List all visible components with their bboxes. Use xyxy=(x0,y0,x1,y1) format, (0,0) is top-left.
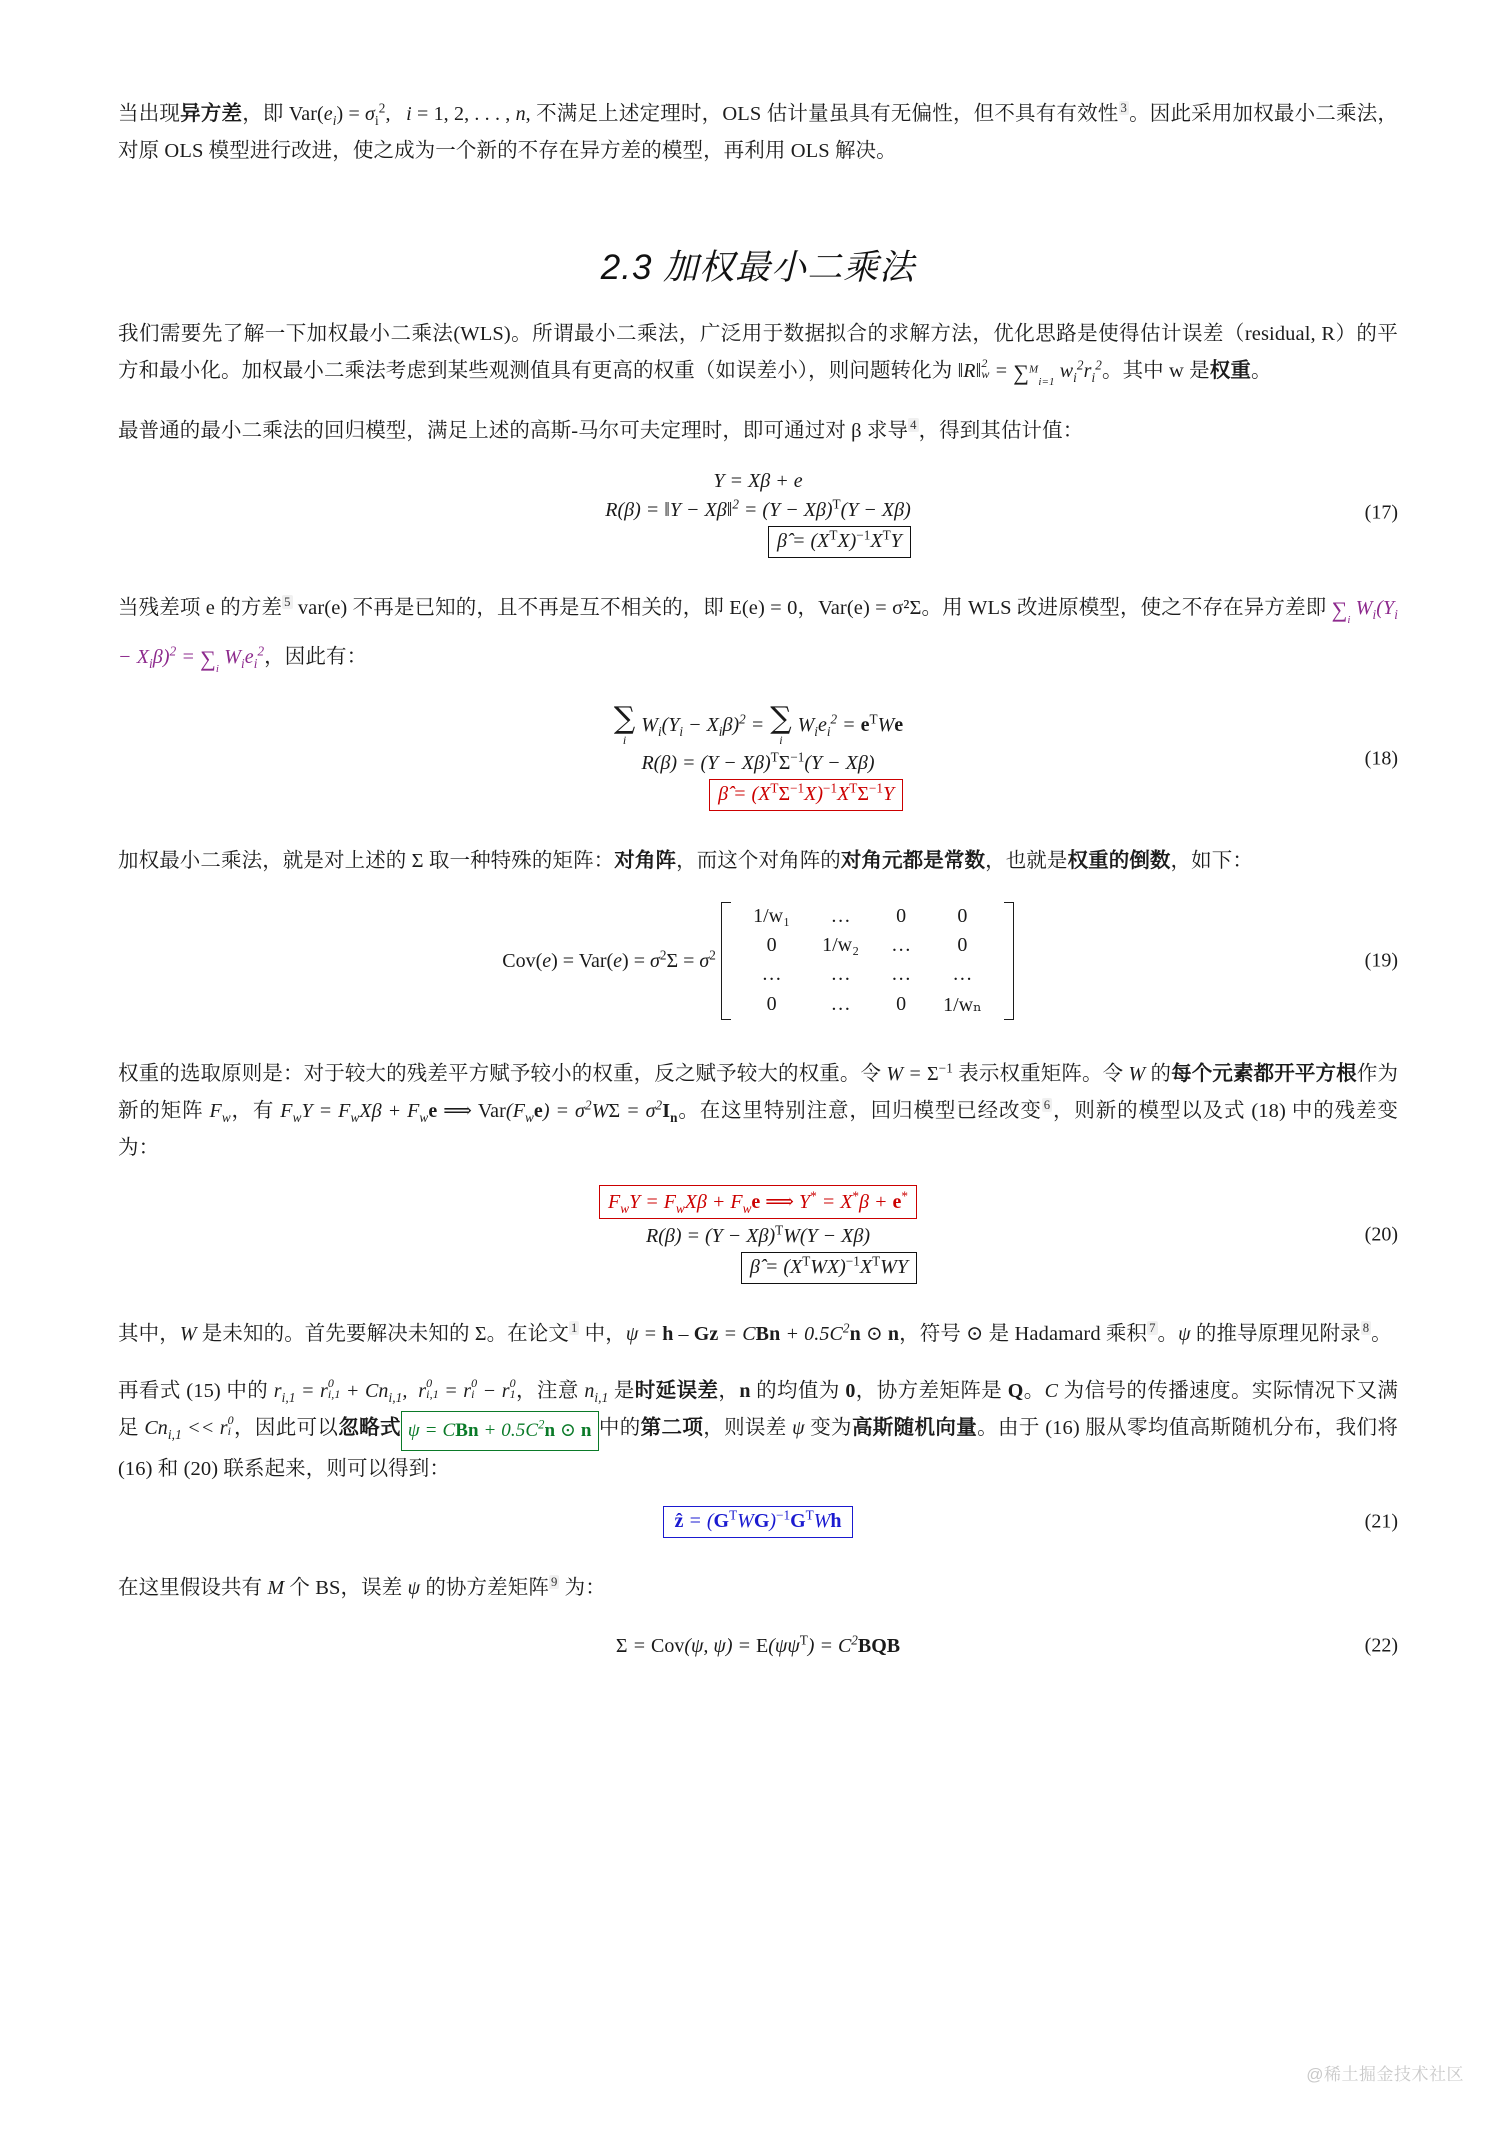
bold-term-sqrt-elements: 每个元素都开平方根 xyxy=(1171,1063,1357,1085)
spacer xyxy=(118,176,1398,240)
math-residual-line: R(β) = ‖Y − Xβ‖$^2$ = $(Y - X\beta)^T(Y - X\beta)$ xyxy=(605,496,911,521)
equation-20-line1 xyxy=(599,1185,917,1219)
text-fragment: ，则误差 ψ 变为 xyxy=(703,1417,852,1439)
bold-term-diagonal-constant: 对角元都是常数 xyxy=(840,850,986,872)
paragraph-wls-intro xyxy=(118,316,1398,393)
equation-17-line1 xyxy=(605,468,911,493)
bold-term-delay-error: 时延误差 xyxy=(634,1380,719,1402)
equation-21 xyxy=(118,1506,1398,1538)
text-fragment: 。因此采用加权最小二乘法，对原 OLS 模型进行改进，使之成为一个新的不存在异方差的模型，再利用 OLS 解决。 xyxy=(118,103,1398,162)
text-fragment: ，n 的均值为 0，协方差矩阵是 Q。C 为信号的传播速度。实际情况下又满足 xyxy=(118,1380,1399,1439)
text-fragment: 表示权重矩阵。令 xyxy=(953,1063,1129,1085)
equation-number-18: (18) xyxy=(1364,747,1398,769)
equation-18-line2 xyxy=(613,750,903,775)
equation-17-line3 xyxy=(605,526,911,558)
matrix-cell: … xyxy=(891,963,912,985)
text-fragment: 加权最小二乘法，就是对上述的 Σ 取一种特殊的矩阵： xyxy=(118,850,615,872)
text-fragment: ，得到其估计值： xyxy=(918,420,1084,442)
text-fragment: ，符号 ⊙ 是 Hadamard 乘积 xyxy=(899,1323,1148,1345)
equation-20-body xyxy=(118,1181,1398,1288)
matrix-cell: 1/w₂ xyxy=(822,934,860,956)
equation-18-stack xyxy=(613,702,903,815)
boxed-formula-beta-hat-wls: β̂ = $(X^T\Sigma^{-1}X)^{-1}X^T\Sigma^{-1}Y$ xyxy=(709,779,903,811)
equation-17-stack xyxy=(605,464,911,562)
matrix-cell: 1/wₙ xyxy=(943,994,982,1016)
paragraph-unknown-W xyxy=(118,1316,1398,1353)
text-fragment: 其中， xyxy=(118,1323,180,1345)
text-fragment: 再看式 (15) 中的 xyxy=(118,1380,274,1402)
boxed-formula-psi-green: ψ = CBn + $0.5C^2n$ ⊙ n xyxy=(401,1411,599,1451)
equation-20-line3 xyxy=(599,1252,917,1284)
spacer xyxy=(118,576,1398,590)
math-sigma-cov: Σ = Cov(ψ, $\psi) = E(\psi\psi^T) = C^2BQB$ xyxy=(615,1632,901,1657)
boxed-formula-beta-hat-W: β̂ = $(X^TWX)^{-1}X^TWY$ xyxy=(741,1252,917,1284)
footnote-ref-7[interactable]: 7 xyxy=(1149,1321,1156,1336)
spacer xyxy=(118,829,1398,843)
inline-math-r-i1: $r_{i,1} = r$ 0 i,1 + $Cn_{i,1}$, r 0 i,1 = r 0 i − r 0 1 xyxy=(273,1376,516,1405)
equation-18-line3 xyxy=(613,779,903,811)
text-fragment: 。 xyxy=(1250,360,1272,382)
math-residual-W: $R(\beta) = (Y - X\beta)^TW(Y - X\beta)$ xyxy=(645,1222,871,1247)
bold-term-second-item: 第二项 xyxy=(640,1417,704,1439)
inline-math-W: W xyxy=(1128,1063,1146,1085)
footnote-ref-1[interactable]: 1 xyxy=(570,1321,578,1336)
paragraph-residual-variance xyxy=(118,590,1398,688)
matrix-row xyxy=(737,931,998,960)
equation-21-body xyxy=(118,1506,1398,1538)
inline-math-var: $Var(e_i) = \sigma_i^2$, i = 1, 2, . . . , n, xyxy=(288,100,531,128)
text-fragment: 最普通的最小二乘法的回归模型，满足上述的高斯-马尔可夫定理时，即可通过对 β 求导 xyxy=(118,420,909,442)
paragraph-diagonal-matrix xyxy=(118,843,1398,880)
footnote-ref-6[interactable]: 6 xyxy=(1043,1098,1051,1113)
footnote-ref-8[interactable]: 8 xyxy=(1362,1321,1370,1336)
equation-20-line2 xyxy=(599,1223,917,1248)
inline-math-Sigma: Σ xyxy=(474,1323,487,1345)
equation-20-stack xyxy=(599,1181,917,1288)
equation-22 xyxy=(118,1633,1398,1658)
watermark: @稀土掘金技术社区 xyxy=(1306,2065,1464,2084)
equation-number-17: (17) xyxy=(1364,501,1398,524)
text-fragment: ，也就是 xyxy=(985,850,1068,872)
paragraph-ols-regression xyxy=(118,413,1398,450)
inline-math-Fw: $F_w$ xyxy=(209,1100,231,1125)
text-fragment: 当残差项 e 的方差 xyxy=(118,597,283,619)
matrix-cell: 0 xyxy=(957,934,968,956)
text-fragment: 。 xyxy=(1371,1323,1392,1345)
equation-number-22: (22) xyxy=(1364,1634,1398,1656)
text-fragment: 中， xyxy=(579,1323,626,1345)
bold-term-ignore: 忽略式 xyxy=(338,1417,401,1439)
paragraph-eq15-analysis xyxy=(118,1373,1398,1488)
text-fragment: ，如下： xyxy=(1170,850,1253,872)
equation-19 xyxy=(118,902,1398,1020)
text-fragment: 。由于 (16) 服从零均值高斯随机分布，我们将 (16) 和 (20) 联系起来，则可以得到： xyxy=(118,1417,1399,1480)
text-fragment: 是未知的。首先要解决未知的 xyxy=(196,1323,475,1345)
spacer xyxy=(118,1359,1398,1373)
text-fragment: ，则新的模型以及式 (18) 中的残差变为： xyxy=(118,1100,1399,1159)
text-fragment: var(e) 不再是已知的，且不再是互不相关的，即 E(e) = 0，Var(e) = σ²Σ。用 WLS 改进原模型，使之不存在异方差即 xyxy=(292,597,1332,619)
equation-17-body xyxy=(118,464,1398,562)
matrix-sigma xyxy=(721,902,1014,1020)
equation-19-body xyxy=(118,902,1398,1020)
page-title: 2.3 加权最小二乘法 xyxy=(600,248,916,287)
text-fragment: ，因此可以 xyxy=(233,1417,339,1439)
matrix-cell: … xyxy=(891,934,912,956)
equation-number-21: (21) xyxy=(1364,1510,1398,1533)
text-fragment: 的 xyxy=(1145,1063,1172,1085)
text-fragment: 作为新的矩阵 xyxy=(118,1063,1399,1122)
matrix-cell: 0 xyxy=(957,905,968,927)
sigma-symbol: ∑ i xyxy=(613,701,636,747)
equation-18 xyxy=(118,702,1398,815)
matrix-row xyxy=(737,989,998,1020)
text-fragment: 不满足上述定理时，OLS 估计量虽具有无偏性，但不具有有效性 xyxy=(530,103,1119,125)
paragraph-weight-selection xyxy=(118,1056,1398,1167)
text-fragment: 。其中 w 是 xyxy=(1101,360,1210,382)
text-fragment: ，有 xyxy=(230,1100,281,1122)
footnote-ref-5[interactable]: 5 xyxy=(284,595,291,610)
footnote-ref-9[interactable]: 9 xyxy=(550,1575,558,1590)
matrix-cell: 0 xyxy=(896,993,907,1015)
inline-math-W2: W xyxy=(179,1323,197,1345)
matrix-cell: … xyxy=(830,993,851,1015)
math-model-line: Y = Xβ + e xyxy=(713,470,803,492)
text-fragment: ，而这个对角阵的 xyxy=(676,850,841,872)
footnote-ref-4[interactable]: 4 xyxy=(910,418,917,433)
text-fragment: 我们需要先了解一下加权最小二乘法(WLS)。所谓最小二乘法，广泛用于数据拟合的求解方法，优化思路是使得估计误差（residual, R）的平方和最小化。加权最小二乘法考虑到某些观测值具有更高的权重（如误差小），则问题转化为 xyxy=(118,323,1398,382)
matrix-row xyxy=(737,902,998,931)
boxed-formula-transformed-model: $F_wY = F_wX\beta + F_we$ ⟹ Y* = X*β + e* xyxy=(599,1185,917,1219)
inline-math-cn-small: $Cn_{i,1} << r$ 0 i xyxy=(144,1413,234,1442)
matrix-cell: 1/w₁ xyxy=(753,905,791,927)
equation-17 xyxy=(118,464,1398,562)
matrix-cell: … xyxy=(761,963,782,985)
spacer xyxy=(118,1556,1398,1570)
text-fragment: ，即 xyxy=(242,103,289,125)
math-weighted-sum: ∑ i $W_i(Y_i - X_i\beta)^2$ = ∑ i $W_ie_i^2 = e^TWe$ xyxy=(613,701,904,747)
equation-18-body xyxy=(118,702,1398,815)
equation-18-line1 xyxy=(613,701,904,747)
text-fragment: 中的 xyxy=(598,1417,641,1439)
paragraph-heteroscedasticity xyxy=(118,96,1398,170)
text-fragment: 为： xyxy=(559,1577,606,1599)
matrix-cell: … xyxy=(952,963,973,985)
math-cov-lhs: $Cov(e) = Var(e) = \sigma^2\Sigma = \sigma^2$ xyxy=(502,946,716,972)
bold-term-heteroscedasticity: 异方差 xyxy=(180,103,243,125)
footnote-ref-3[interactable]: 3 xyxy=(1120,101,1127,116)
bold-term-diagonal-matrix: 对角阵 xyxy=(614,850,677,872)
text-fragment: 。在这里特别注意，回归模型已经改变 xyxy=(677,1100,1042,1122)
bold-term-gaussian-vector: 高斯随机向量 xyxy=(851,1417,978,1439)
text-fragment: 。在论文 xyxy=(486,1323,569,1345)
spacer xyxy=(118,1042,1398,1056)
spacer xyxy=(118,1302,1398,1316)
page-content xyxy=(118,96,1398,1684)
spacer xyxy=(118,399,1398,413)
equation-20 xyxy=(118,1181,1398,1288)
spacer xyxy=(118,290,1398,316)
sigma-symbol: ∑ i xyxy=(770,701,792,747)
matrix-table xyxy=(737,902,998,1020)
boxed-formula-z-hat: ẑ = $(G^TWG)^{-1}G^TWh$ xyxy=(663,1506,852,1538)
text-fragment: 。ψ 的推导原理见附录 xyxy=(1157,1323,1361,1345)
text-fragment: ，注意 $n_{i,1}$ 是 xyxy=(515,1380,635,1405)
matrix-cell: … xyxy=(830,963,851,985)
math-residual-sigma: $R(\beta) = (Y - X\beta)^T\Sigma^{-1}(Y - X\beta)$ xyxy=(641,749,875,774)
paragraph-bs-assumption xyxy=(118,1570,1398,1607)
text-fragment: ，因此有： xyxy=(264,646,368,668)
text-fragment: 在这里假设共有 M 个 BS，误差 ψ 的协方差矩阵 xyxy=(118,1577,549,1599)
equation-17-line2 xyxy=(605,497,911,522)
matrix-row xyxy=(737,960,998,989)
inline-math-Fw-model: $F_wY = F_wX\beta + F_we$ ⟹ $Var(F_we) = \sigma^2W\Sigma = \sigma^2I_n$ xyxy=(280,1097,678,1125)
matrix-cell: 0 xyxy=(766,934,777,956)
equation-number-19: (19) xyxy=(1364,949,1398,972)
equation-22-body xyxy=(118,1633,1398,1658)
bold-term-weight: 权重 xyxy=(1209,360,1251,382)
inline-math-W-def: $W = \Sigma^{-1}$ xyxy=(886,1060,953,1085)
matrix-cell: 0 xyxy=(896,905,907,927)
inline-math-wls-condition: $\sum_i$ $W_i(Y_i - X_i\beta)^2 = \sum_i$ $W_ie_i^2$ xyxy=(118,597,1398,675)
bold-term-weight-reciprocal: 权重的倒数 xyxy=(1067,850,1171,872)
matrix-cell: 0 xyxy=(766,993,777,1015)
text-fragment: 权重的选取原则是：对于较大的残差平方赋予较小的权重，反之赋予较大的权重。令 xyxy=(118,1063,887,1085)
boxed-formula-beta-hat-ols: β̂ = $(X^TX)^{-1}X^TY$ xyxy=(768,526,911,558)
equation-number-20: (20) xyxy=(1364,1223,1398,1245)
inline-math-norm: ‖R‖ 2 w = ∑$^M_{i=1}$ $w_i^2r_i^2$ xyxy=(957,356,1102,388)
matrix-cell: … xyxy=(830,905,851,927)
inline-math-psi-def: ψ = h – Gz = CBn + $0.5C^2n$ ⊙ n xyxy=(625,1320,900,1345)
text-fragment: 当出现 xyxy=(118,103,181,125)
